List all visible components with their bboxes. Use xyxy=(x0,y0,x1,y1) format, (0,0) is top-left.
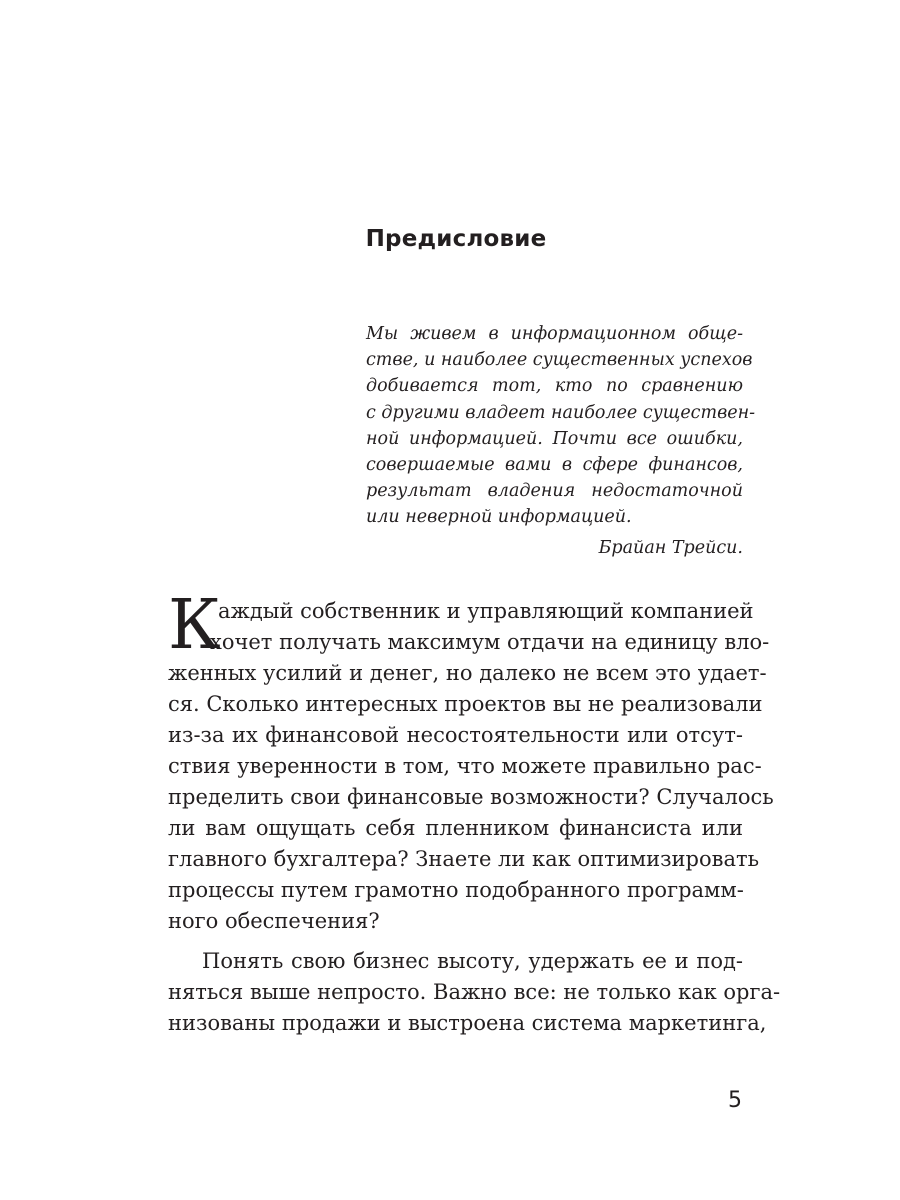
body-line: из-за их финансовой несостоятельности или отсут- xyxy=(168,723,743,747)
epigraph-line: с другими владеет наиболее существен- xyxy=(366,402,756,423)
body-line: главного бухгалтера? Знаете ли как оптимизировать xyxy=(168,847,760,871)
epigraph-author: Брайан Трейси. xyxy=(598,537,743,558)
body-line: ся. Сколько интересных проектов вы не реализовали xyxy=(168,692,763,716)
body-line: хочет получать максимум отдачи на единицу вло- xyxy=(210,630,770,654)
body-line: ного обеспечения? xyxy=(168,909,380,933)
body-text xyxy=(168,586,781,1039)
body-line: ствия уверенности в том, что можете правильно рас- xyxy=(168,754,762,778)
body-line: женных усилий и денег, но далеко не всем это удает- xyxy=(168,661,767,685)
epigraph xyxy=(366,321,756,558)
body-line: няться выше непросто. Важно все: не только как орга- xyxy=(168,980,781,1004)
epigraph-line: Мы живем в информационном обще- xyxy=(366,324,743,344)
epigraph-line: совершаемые вами в сфере финансов, xyxy=(366,454,743,475)
body-line: низованы продажи и выстроена система маркетинга, xyxy=(168,1011,767,1035)
epigraph-line: ной информацией. Почти все ошибки, xyxy=(366,428,743,449)
body-line: аждый собственник и управляющий компанией xyxy=(218,599,754,623)
body-line: процессы путем грамотно подобранного программ- xyxy=(168,878,744,902)
epigraph-line: стве, и наиболее существенных успехов xyxy=(366,350,753,371)
epigraph-line: или неверной информацией. xyxy=(366,507,632,528)
epigraph-line: добивается тот, кто по сравнению xyxy=(366,376,743,397)
body-line: ли вам ощущать себя пленником финансиста или xyxy=(168,816,743,840)
chapter-title: Предисловие xyxy=(365,226,547,252)
drop-cap: К xyxy=(168,586,221,665)
body-line: пределить свои финансовые возможности? Случалось xyxy=(168,785,774,809)
page-number: 5 xyxy=(728,1088,742,1113)
body-line: Понять свою бизнес высоту, удержать ее и под- xyxy=(202,949,743,973)
epigraph-line: результат владения недостаточной xyxy=(366,481,743,502)
